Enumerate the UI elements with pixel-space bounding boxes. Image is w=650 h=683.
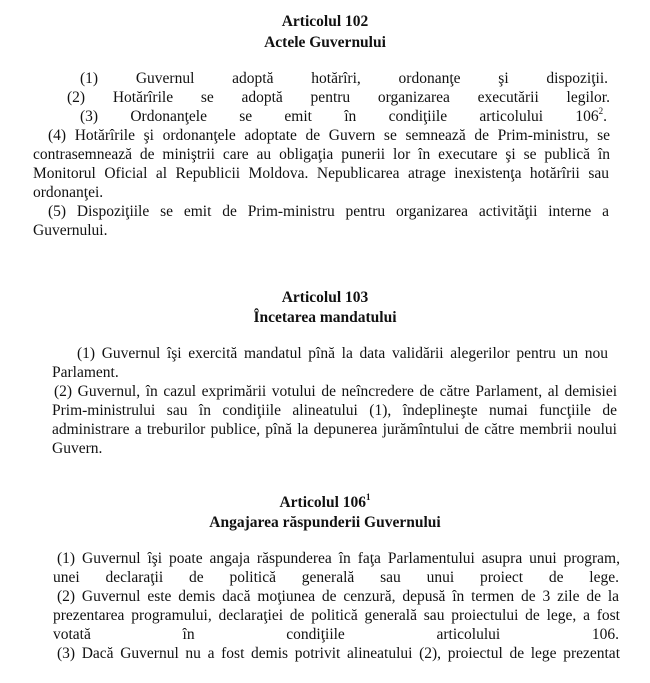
art102-para-5-line-1: (5) Dispoziţiile se emit de Prim-ministru pentru organizarea activităţii interne a xyxy=(48,203,609,220)
art106-para-2-line-3: votată în condiţiile articolului 106. xyxy=(53,626,619,643)
article-103-subtitle: Încetarea mandatului xyxy=(253,309,397,326)
article-102-subtitle: Actele Guvernului xyxy=(264,34,386,51)
art103-para-1-line-2: Parlament. xyxy=(52,364,119,381)
art102-para-3 xyxy=(80,107,607,126)
art106-para-1-line-2: unei declaraţii de politică generală sau unui proiect de lege. xyxy=(53,569,619,586)
art102-para-4-line-1: (4) Hotărîrile şi ordonanţele adoptate de Guvern se semnează de Prim-ministru, se xyxy=(48,127,610,144)
art102-para-3-sup: 2 xyxy=(598,105,604,116)
art106-para-2-line-1: (2) Guvernul este demis dacă moţiunea de cenzură, depusă în termen de 3 zile de la xyxy=(57,588,619,605)
art106-para-3-line-1: (3) Dacă Guvernul nu a fost demis potrivit alineatului (2), proiectul de lege prezentat xyxy=(57,645,620,662)
art106-para-1-line-1: (1) Guvernul îşi poate angaja răspunderea în faţa Parlamentului asupra unui program, xyxy=(57,550,620,567)
art103-para-2-line-2: Prim-ministrului sau în condiţiile alineatului (1), îndeplineşte numai funcţiile de xyxy=(52,402,617,419)
article-106-1-title xyxy=(0,493,650,512)
article-102-title: Articolul 102 xyxy=(281,13,369,30)
article-106-1-title-sup: 1 xyxy=(366,491,371,502)
article-106-1-subtitle: Angajarea răspunderii Guvernului xyxy=(209,514,441,531)
art102-para-5-line-2: Guvernului. xyxy=(33,222,108,239)
art103-para-2-line-3: administrare a treburilor publice, pînă la depunerea jurămîntului de către membrii noului xyxy=(52,421,617,438)
art102-para-3-text: (3) Ordonanţele se emit în condiţiile articolului 106 xyxy=(80,108,599,125)
article-106-1-title-text: Articolul 106 xyxy=(279,494,367,511)
art106-para-2-line-2: prezentarea programului, declaraţiei de politică generală sau proiectului de lege, a fost xyxy=(53,607,620,624)
article-103-title: Articolul 103 xyxy=(281,289,369,306)
art102-para-4-line-3: Monitorul Oficial al Republicii Moldova. Nepublicarea atrage inexistenţa hotărîrii sau xyxy=(33,165,609,182)
art103-para-2-line-4: Guvern. xyxy=(52,440,103,457)
art103-para-2-line-1: (2) Guvernul, în cazul exprimării votului de neîncredere de către Parlament, al demisiei xyxy=(54,383,617,400)
art103-para-1-line-1: (1) Guvernul îşi exercită mandatul pînă la data validării alegerilor pentru un nou xyxy=(77,345,608,362)
art102-para-2: (2) Hotărîrile se adoptă pentru organizarea executării legilor. xyxy=(67,89,610,106)
art102-para-4-line-4: ordonanţei. xyxy=(33,184,104,201)
art102-para-1: (1) Guvernul adoptă hotărîri, ordonanţe şi dispoziţii. xyxy=(80,70,608,87)
art102-para-4-line-2: contrasemnează de miniştrii care au obligaţia punerii lor în executare şi se publică în xyxy=(33,146,610,163)
art102-para-3-end: . xyxy=(603,108,607,125)
